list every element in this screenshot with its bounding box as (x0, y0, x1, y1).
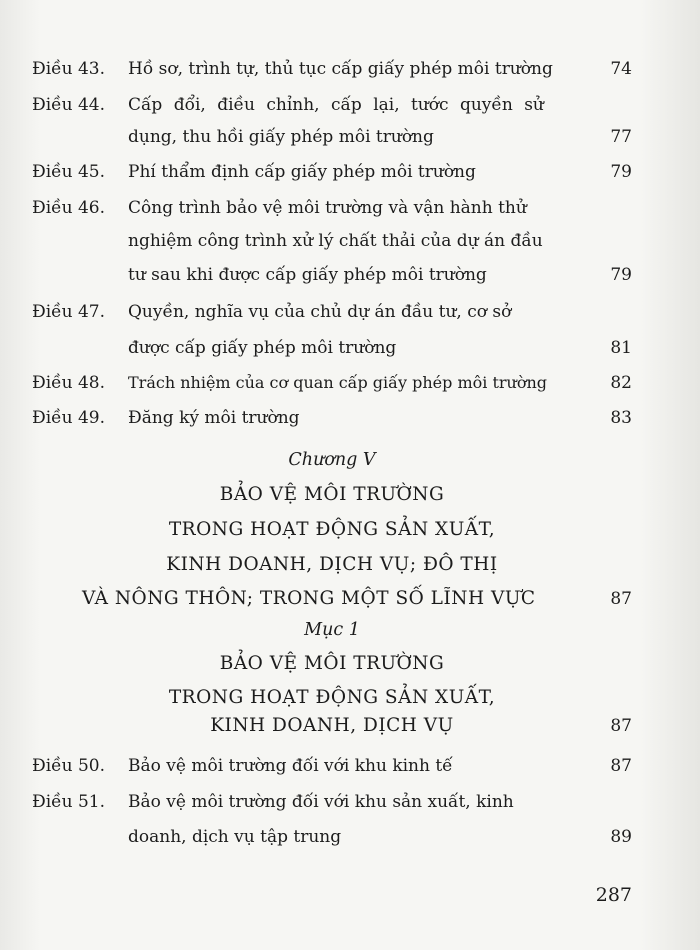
entry-title-cont: doanh, dịch vụ tập trung (128, 827, 342, 847)
toc-entry-46[interactable] (32, 193, 632, 223)
entry-title-cont: dụng, thu hồi giấy phép môi trường (128, 127, 434, 147)
entry-label: Điều 45. (32, 162, 106, 182)
chapter-title-line-2: TRONG HOẠT ĐỘNG SẢN XUẤT, (168, 519, 496, 540)
entry-page: 79 (610, 265, 632, 285)
entry-title: Đăng ký môi trường (128, 408, 300, 428)
page-number: 287 (595, 884, 632, 906)
section-label: Mục 1 (304, 620, 360, 640)
entry-label: Điều 46. (32, 198, 106, 218)
section-title-line-3: KINH DOANH, DỊCH VỤ (210, 715, 454, 736)
chapter-title-line-4: VÀ NÔNG THÔN; TRONG MỘT SỐ LĨNH VỰC (82, 588, 536, 609)
toc-entry-51-cont[interactable] (32, 822, 632, 852)
section-page: 87 (610, 716, 632, 736)
entry-label: Điều 51. (32, 792, 106, 812)
chapter-title-line-3: KINH DOANH, DỊCH VỤ; ĐÔ THỊ (166, 554, 498, 575)
entry-title: Trách nhiệm của cơ quan cấp giấy phép môi trường (128, 373, 548, 392)
chapter-title-line-1: BẢO VỆ MÔI TRƯỜNG (219, 484, 445, 505)
entry-title: Cấp đổi, điều chỉnh, cấp lại, tước quyền sử (128, 95, 544, 115)
entry-title: Bảo vệ môi trường đối với khu kinh tế (128, 756, 453, 776)
entry-page: 87 (610, 756, 632, 776)
entry-label: Điều 44. (32, 95, 106, 115)
entry-title: Phí thẩm định cấp giấy phép môi trường (128, 162, 476, 182)
entry-label: Điều 49. (32, 408, 106, 428)
entry-title: Hồ sơ, trình tự, thủ tục cấp giấy phép môi trường (128, 59, 553, 79)
toc-entry-50[interactable] (32, 751, 632, 781)
toc-entry-51[interactable] (32, 787, 632, 817)
entry-label: Điều 47. (32, 302, 106, 322)
toc-entry-47[interactable] (32, 297, 632, 327)
section-title-last[interactable] (32, 710, 632, 742)
toc-entry-46-cont[interactable] (32, 226, 632, 256)
section-title-line-1: BẢO VỆ MÔI TRƯỜNG (219, 653, 445, 674)
toc-entry-48[interactable] (32, 368, 632, 398)
entry-title: Bảo vệ môi trường đối với khu sản xuất, kinh (128, 792, 514, 812)
entry-page: 89 (610, 827, 632, 847)
entry-title-cont: được cấp giấy phép môi trường (128, 338, 397, 358)
toc-entry-47-cont[interactable] (32, 333, 632, 363)
section-title-line-2: TRONG HOẠT ĐỘNG SẢN XUẤT, (168, 687, 496, 708)
entry-page: 81 (610, 338, 632, 358)
entry-label: Điều 43. (32, 59, 106, 79)
entry-title: Quyền, nghĩa vụ của chủ dự án đầu tư, cơ sở (128, 302, 512, 322)
entry-page: 77 (610, 127, 632, 147)
toc-entry-46-cont2[interactable] (32, 260, 632, 290)
entry-label: Điều 48. (32, 373, 106, 393)
chapter-label: Chương V (288, 450, 376, 470)
entry-title-cont: tư sau khi được cấp giấy phép môi trường (128, 265, 487, 285)
entry-page: 74 (610, 59, 632, 79)
toc-entry-43[interactable] (32, 54, 632, 84)
chapter-title-last[interactable] (32, 583, 632, 615)
toc-entry-44[interactable] (32, 90, 632, 120)
entry-title-cont: nghiệm công trình xử lý chất thải của dự án đầu (128, 231, 543, 251)
toc-entry-49[interactable] (32, 403, 632, 433)
entry-page: 79 (610, 162, 632, 182)
entry-title: Công trình bảo vệ môi trường và vận hành thử (128, 198, 527, 218)
entry-page: 82 (610, 373, 632, 393)
chapter-page: 87 (610, 589, 632, 609)
toc-entry-44-cont[interactable] (32, 122, 632, 152)
toc-entry-45[interactable] (32, 157, 632, 187)
entry-label: Điều 50. (32, 756, 106, 776)
entry-page: 83 (610, 408, 632, 428)
